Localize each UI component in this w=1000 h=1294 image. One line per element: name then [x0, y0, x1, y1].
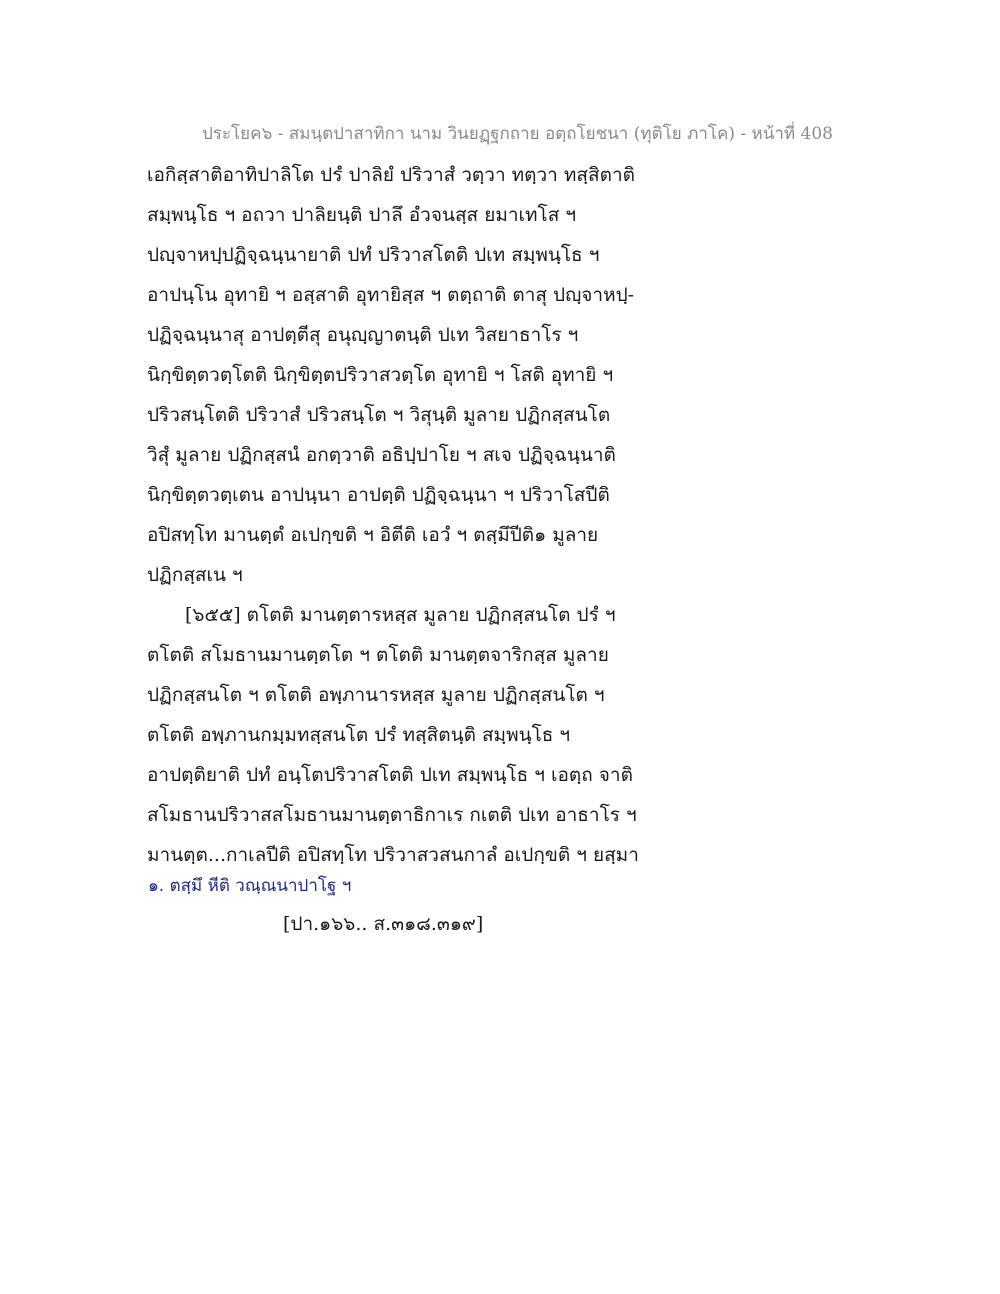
text-line-17: สโมธานปริวาสสโมธานมานตฺตาธิกาเร กเตติ ปเท อาธาโร ฯ — [147, 804, 637, 826]
text-line-13: ตโตติ สโมธานมานตฺตโต ฯ ตโตติ มานตฺตจาริกสฺส มูลาย — [147, 644, 609, 666]
text-line-9: นิกฺขิตฺตวตฺเตน อาปนฺนา อาปตฺติ ปฏิจฺฉนฺนา ฯ ปริวาโสปีติ — [147, 484, 610, 506]
text-line-2: สมฺพนฺโธ ฯ อถวา ปาลิยนฺติ ปาลึ อํวจนสฺส ยมาเทโส ฯ — [147, 204, 577, 226]
text-line-3: ปญฺจาหปฺปฏิจฺฉนฺนายาติ ปทํ ปริวาสโตติ ปเท สมฺพนฺโธ ฯ — [147, 244, 600, 266]
text-line-12: [๖๕๕] ตโตติ มานตฺตารหสฺส มูลาย ปฏิกสฺสนโต ปรํ ฯ — [185, 604, 616, 626]
text-line-16: อาปตฺติยาติ ปทํ อนฺโตปริวาสโตติ ปเท สมฺพนฺโธ ฯ เอตฺถ จาติ — [147, 764, 633, 786]
text-line-18: มานตฺต...กาเลปีติ อปิสทฺโท ปริวาสวสนกาลํ อเปกฺขติ ฯ ยสฺมา — [147, 844, 639, 866]
text-line-10: อปิสทฺโท มานตฺตํ อเปกฺขติ ฯ อิตีติ เอวํ ฯ ตสฺมึปีติ๑ มูลาย — [147, 524, 599, 546]
text-line-15: ตโตติ อพฺภานกมฺมทสฺสนโต ปรํ ทสฺสิตนฺติ สมฺพนฺโธ ฯ — [147, 724, 571, 746]
page-header: ประโยค๖ - สมนฺตปาสาทิกา นาม วินยฏฺฐกถาย อตฺถโยชนา (ทุติโย ภาโค) - หน้าที่ 408 — [202, 124, 833, 144]
text-line-6: นิกฺขิตฺตวตฺโตติ นิกฺขิตฺตปริวาสวตฺโต อุทายิ ฯ โสติ อุทายิ ฯ — [147, 364, 614, 386]
text-line-5: ปฏิจฺฉนฺนาสุ อาปตฺตีสุ อนุญฺญาตนฺติ ปเท วิสยาธาโร ฯ — [147, 324, 579, 346]
text-line-4: อาปนฺโน อุทายิ ฯ อสฺสาติ อุทายิสฺส ฯ ตตฺถาติ ตาสุ ปญฺจาหปฺ- — [147, 284, 635, 306]
text-line-8: วิสุํ มูลาย ปฏิกสฺสนํ อกตฺวาติ อธิปฺปาโย ฯ สเจ ปฏิจฺฉนฺนาติ — [147, 444, 616, 466]
text-line-11: ปฏิกสฺสเน ฯ — [147, 564, 243, 586]
footnote: ๑. ตสฺมึ หีติ วณฺณนาปาโฐ ฯ — [148, 876, 352, 896]
text-line-1: เอกิสฺสาติอาทิปาลิโต ปรํ ปาลิยํ ปริวาสํ วตฺวา ทตฺวา ทสฺสิตาติ — [147, 164, 635, 186]
body-text — [147, 160, 707, 880]
text-line-7: ปริวสนฺโตติ ปริวาสํ ปริวสนฺโต ฯ วิสุนฺติ มูลาย ปฏิกสฺสนโต — [147, 404, 611, 426]
text-line-14: ปฏิกสฺสนโต ฯ ตโตติ อพฺภานารหสฺส มูลาย ปฏิกสฺสนโต ฯ — [147, 684, 605, 706]
page-reference: [ปา.๑๖๖.. ส.๓๑๘.๓๑๙] — [283, 913, 484, 935]
